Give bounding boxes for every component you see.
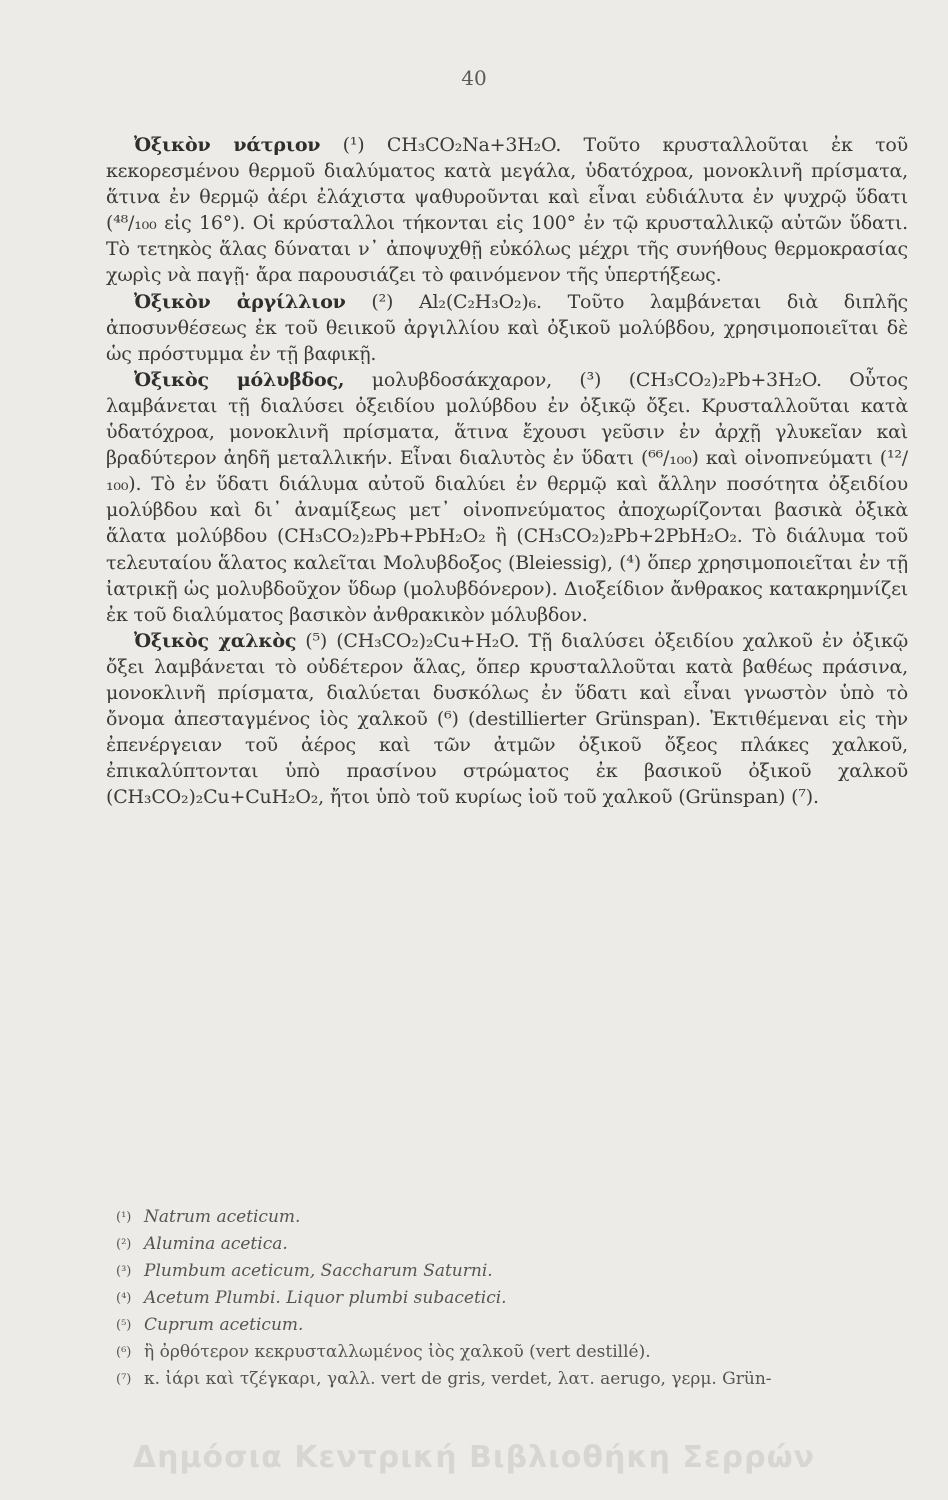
footnote-mark: (⁷) (116, 1372, 132, 1387)
entry-sodium-acetate (106, 132, 908, 289)
entry-text: (²) Al₂(C₂H₃O₂)₆. Τοῦτο λαμβάνεται διὰ διπλῆς ἀποσυνθέσεως ἐκ τοῦ θειικοῦ ἀργιλλίου καὶ ὀξικοῦ μολύβδου, χρησιμοποιεῖται δὲ ὡς πρόστυμμα ἐν τῇ βαφικῇ. (106, 290, 908, 365)
entry-heading: Ὀξικὸς χαλκὸς (134, 629, 297, 652)
footnote-mark: (⁴) (116, 1291, 132, 1306)
entry-heading: Ὀξικὸν ἀργίλλιον (134, 290, 346, 313)
entry-text: (¹) CH₃CO₂Na+3H₂O. Τοῦτο κρυσταλλοῦται ἐκ τοῦ κεκορεσμένου θερμοῦ διαλύματος κατὰ μεγάλα, ὑδατόχροα, μονοκλινῆ πρίσματα, ἅτινα ἐν θερμῷ ἀέρι ἐλάχιστα ψαθυροῦνται καὶ εἶναι εὐδιάλυτα ἐν ψυχρῷ ὕδατι (⁴⁸/₁₀₀ εἰς 16°). Οἱ κρύσταλλοι τήκονται εἰς 100° ἐν τῷ κρυσταλλικῷ αὐτῶν ὕδατι. Τὸ τετηκὸς ἅλας δύναται ν᾽ ἀποψυχθῇ εὐκόλως μέχρι τῆς συνήθους θερμοκρασίας χωρὶς νὰ παγῇ· ἄρα παρουσιάζει τὸ φαινόμενον τῆς ὑπερτήξεως. (106, 134, 908, 287)
footnote (116, 1204, 916, 1231)
entry-heading: Ὀξικὸν νάτριον (134, 134, 321, 156)
footnote-text: Alumina acetica. (144, 1234, 288, 1254)
footnote-mark: (³) (116, 1264, 132, 1279)
footnote-mark: (²) (116, 1237, 132, 1252)
footnote-text: κ. ἰάρι καὶ τζέγκαρι, γαλλ. vert de gris, verdet, λατ. aerugo, γερμ. Grün- (144, 1369, 772, 1389)
entry-text: μολυβδοσάκχαρον, (³) (CH₃CO₂)₂Pb+3H₂O. Οὗτος λαμβάνεται τῇ διαλύσει ὀξειδίου μολύβδου ἐν ὀξικῷ ὄξει. Κρυσταλλοῦται κατὰ ὑδατόχροα, μονοκλινῆ πρίσματα, ἅτινα ἔχουσι γεῦσιν ἐν ἀρχῇ γλυκεῖαν καὶ βραδύτερον ἀηδῆ μεταλλικήν. Εἶναι διαλυτὸς ἐν ὕδατι (⁶⁶/₁₀₀) καὶ οἰνοπνεύματι (¹²/₁₀₀). Τὸ ἐν ὕδατι διάλυμα αὐτοῦ διαλύει ἐν θερμῷ καὶ ἄλλην ποσότητα ὀξειδίου μολύβδου καὶ δι᾽ ἀναμίξεως μετ᾽ οἰνοπνεύματος ἀποχωρίζονται βασικὰ ὀξικὰ ἅλατα μολύβδου (CH₃CO₂)₂Pb+PbH₂O₂ ἢ (CH₃CO₂)₂Pb+2PbH₂O₂. Τὸ διάλυμα τοῦ τελευταίου ἅλατος καλεῖται Μολυβδοξος (Bleiessig), (⁴) ὅπερ χρησιμοποιεῖται ἐν τῇ ἰατρικῇ ὡς μολυβδοῦχον ὕδωρ (μολυβδόνερον). Διοξείδιον ἄνθρακος κατακρημνίζει ἐκ τοῦ διαλύματος βασικὸν ἀνθρακικὸν μόλυβδον. (106, 368, 908, 626)
footnote-text: ἢ ὀρθότερον κεκρυσταλλωμένος ἰὸς χαλκοῦ (vert destillé). (144, 1342, 651, 1362)
body-text (106, 132, 908, 810)
page-number: 40 (461, 66, 487, 90)
footnote (116, 1339, 916, 1366)
footnote-text: Plumbum aceticum, Saccharum Saturni. (144, 1261, 493, 1281)
entry-lead-acetate (106, 367, 908, 628)
footnotes (116, 1204, 916, 1393)
footnote (116, 1258, 916, 1285)
footnote (116, 1366, 916, 1393)
footnote-text: Acetum Plumbi. Liquor plumbi subacetici. (144, 1288, 507, 1308)
entry-text: (⁵) (CH₃CO₂)₂Cu+H₂O. Τῇ διαλύσει ὀξειδίου χαλκοῦ ἐν ὀξικῷ ὄξει λαμβάνεται τὸ οὐδέτερον ἅλας, ὅπερ κρυσταλλοῦται κατὰ βαθέως πράσινα, μονοκλινῆ πρίσματα, διαλύεται δυσκόλως ἐν ὕδατι καὶ εἶναι γνωστὸν ὑπὸ τὸ ὄνομα ἀπεσταγμένος ἰὸς χαλκοῦ (⁶) (destillierter Grünspan). Ἐκτιθέμεναι εἰς τὴν ἐπενέργειαν τοῦ ἀέρος καὶ τῶν ἀτμῶν ὀξικοῦ ὄξεος πλάκες χαλκοῦ, ἐπικαλύπτονται ὑπὸ πρασίνου στρώματος ἐκ βασικοῦ ὀξικοῦ χαλκοῦ (CH₃CO₂)₂Cu+CuH₂O₂, ἤτοι ὑπὸ τοῦ κυρίως ἰοῦ τοῦ χαλκοῦ (Grünspan) (⁷). (106, 629, 908, 809)
footnote-mark: (¹) (116, 1210, 132, 1225)
entry-aluminium-acetate (106, 289, 908, 367)
entry-heading: Ὀξικὸς μόλυβδος, (134, 368, 345, 391)
footnote-mark: (⁵) (116, 1318, 132, 1333)
library-watermark: Δημόσια Κεντρική Βιβλιοθήκη Σερρών (132, 1440, 816, 1475)
footnote-mark: (⁶) (116, 1345, 132, 1360)
footnote-text: Cuprum aceticum. (144, 1315, 304, 1335)
footnote (116, 1312, 916, 1339)
footnote-text: Natrum aceticum. (144, 1207, 301, 1227)
footnote (116, 1285, 916, 1312)
footnote (116, 1231, 916, 1258)
entry-copper-acetate (106, 628, 908, 811)
